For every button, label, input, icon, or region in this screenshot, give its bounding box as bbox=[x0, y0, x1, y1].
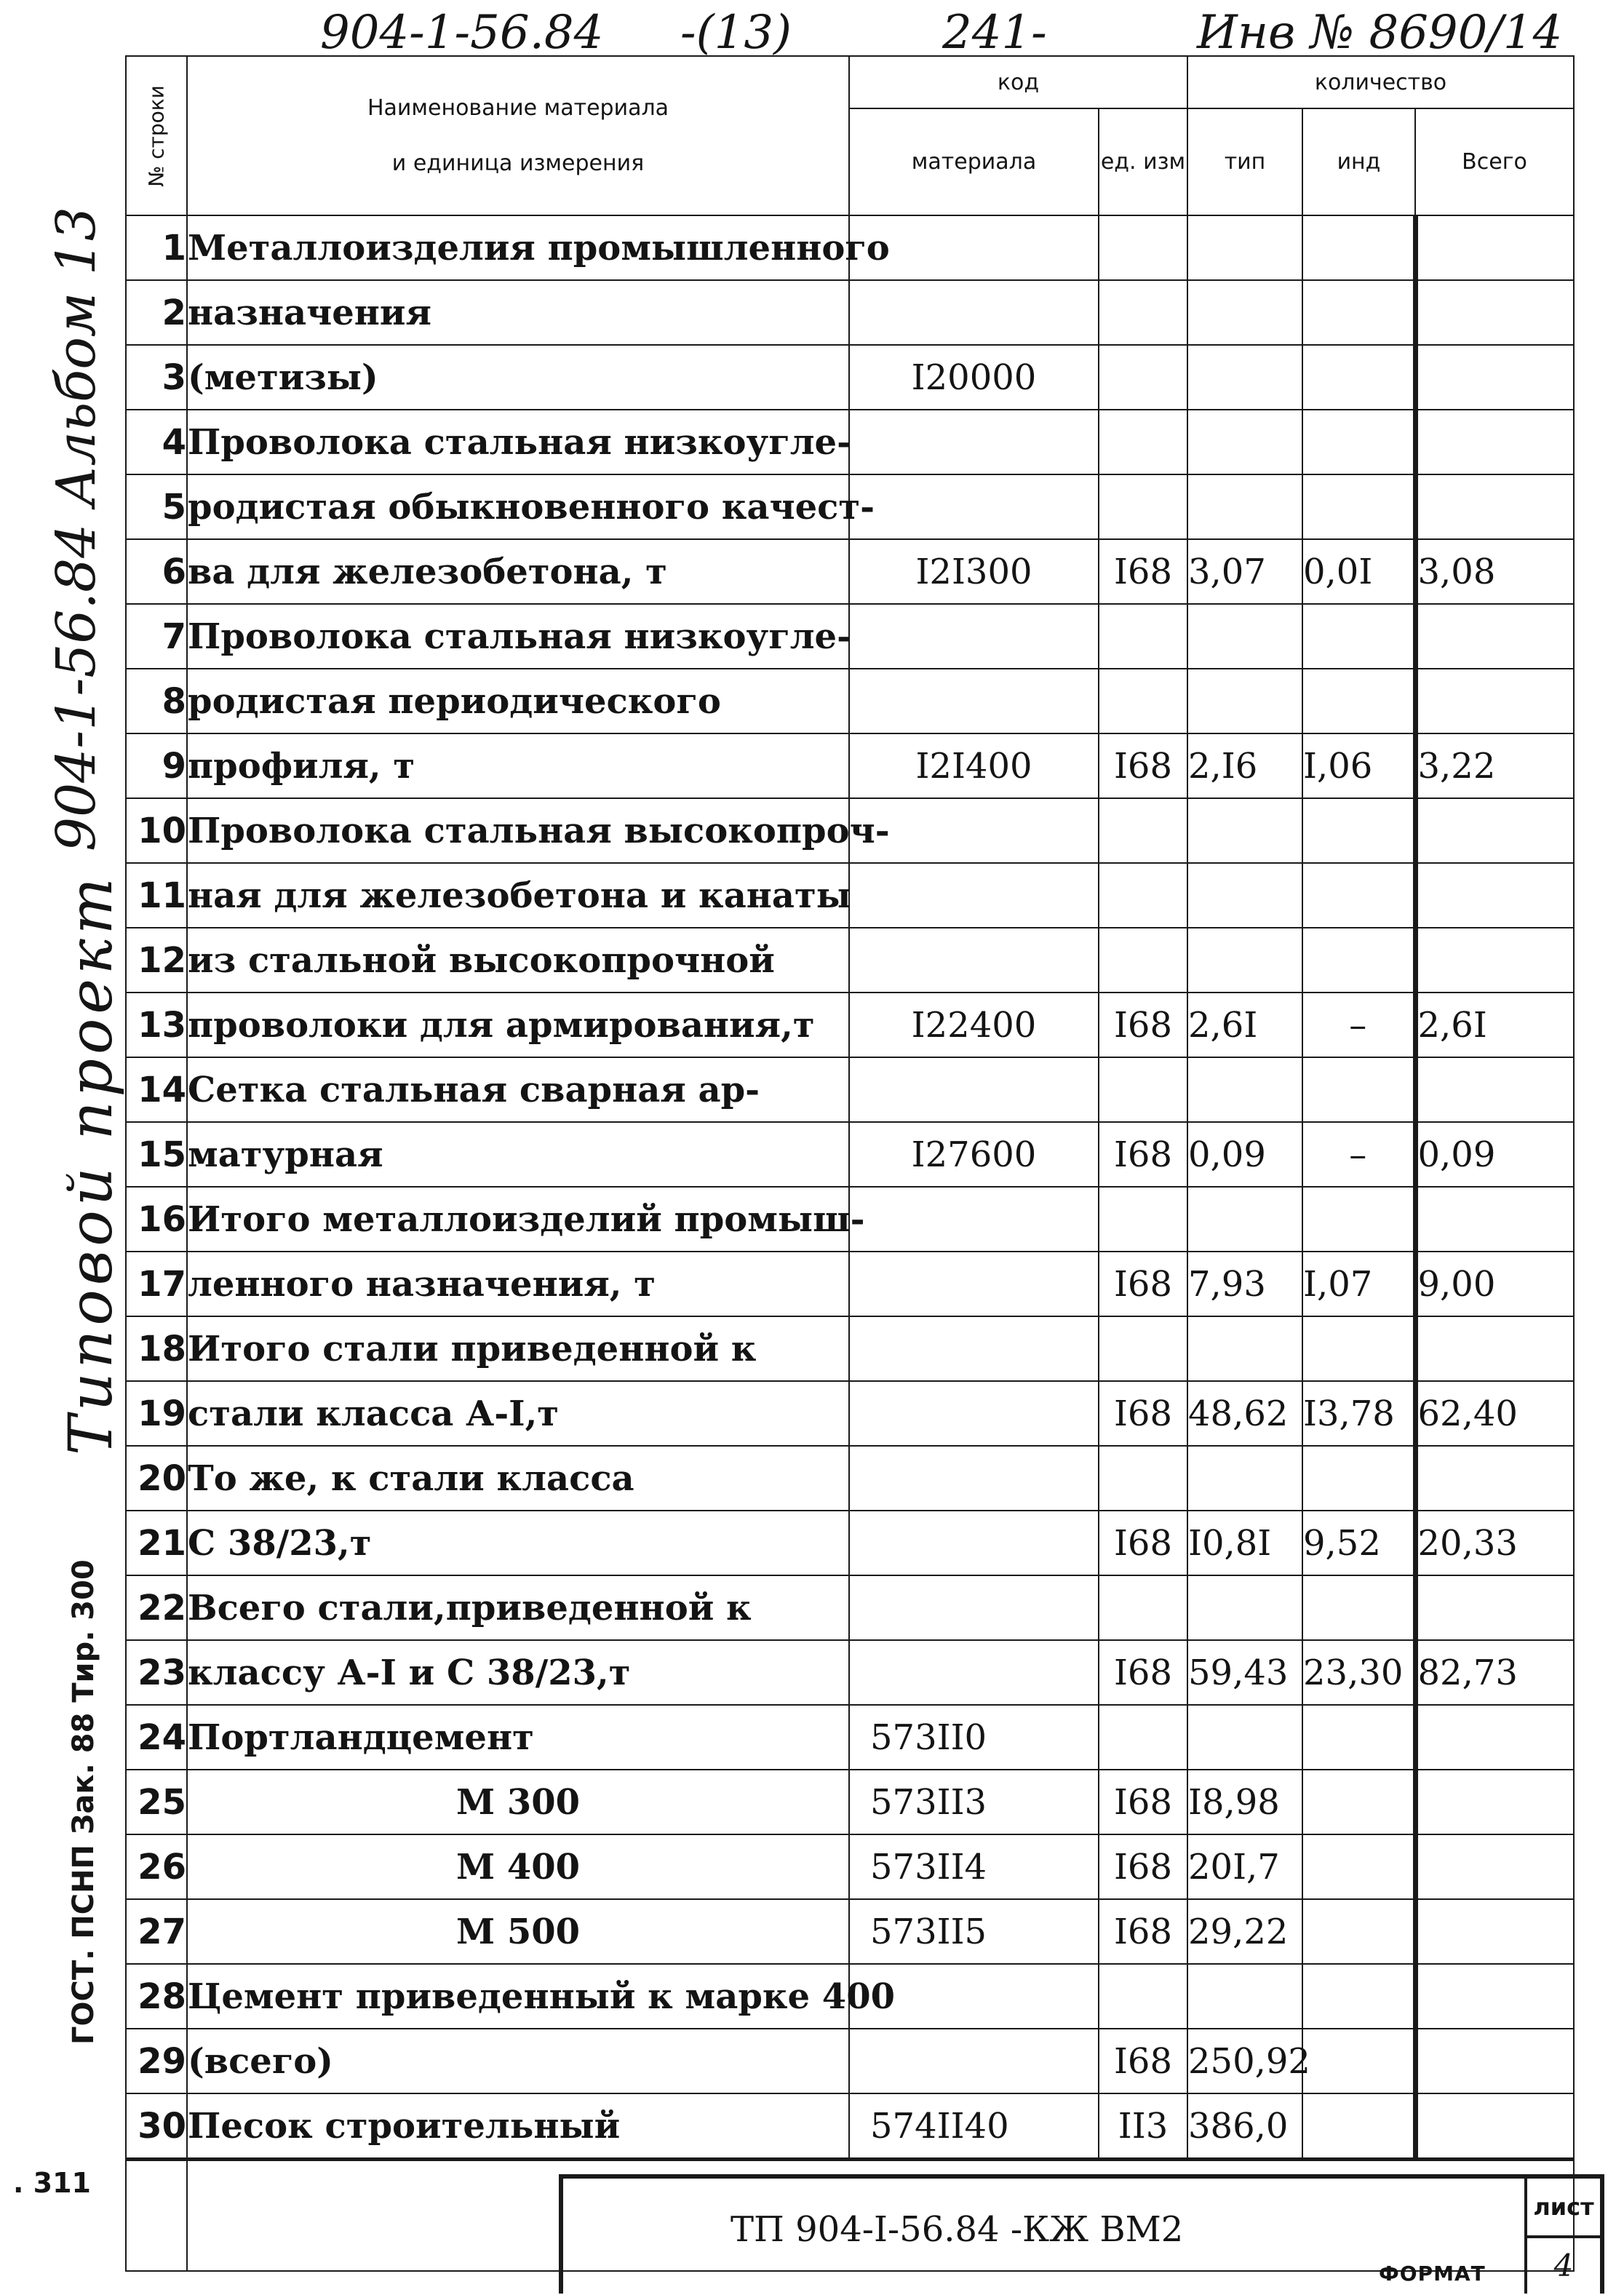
table-row bbox=[126, 1446, 1574, 1511]
header-code-group: код bbox=[849, 56, 1187, 108]
unit-code-cell: I68 bbox=[1099, 1511, 1187, 1575]
qty-total-cell bbox=[1415, 410, 1574, 474]
unit-code-cell bbox=[1099, 1057, 1187, 1122]
row-number-cell: 2 bbox=[126, 280, 187, 345]
row-number-cell: 6 bbox=[126, 539, 187, 604]
qty-total-cell bbox=[1415, 1834, 1574, 1899]
table-row bbox=[126, 1187, 1574, 1252]
unit-code-cell: I68 bbox=[1099, 1899, 1187, 1964]
table-row bbox=[126, 1316, 1574, 1381]
unit-code-cell: I68 bbox=[1099, 539, 1187, 604]
unit-code-cell: I68 bbox=[1099, 1770, 1187, 1834]
qty-ind-cell bbox=[1302, 1899, 1415, 1964]
material-code-cell: 573II4 bbox=[849, 1834, 1099, 1899]
qty-ind-cell bbox=[1302, 1705, 1415, 1770]
header-quantity-group: количество bbox=[1187, 56, 1574, 108]
format-label: ФОРМАТ bbox=[1379, 2262, 1486, 2286]
material-code-cell: 573II0 bbox=[849, 1705, 1099, 1770]
row-number-cell: 30 bbox=[126, 2093, 187, 2160]
qty-total-cell bbox=[1415, 1899, 1574, 1964]
row-number-cell: 24 bbox=[126, 1705, 187, 1770]
material-name-cell: из стальной высокопрочной bbox=[187, 928, 849, 993]
material-name-cell: стали класса А-I,т bbox=[187, 1381, 849, 1446]
qty-ind-cell bbox=[1302, 2093, 1415, 2160]
material-name-cell: Итого стали приведенной к bbox=[187, 1316, 849, 1381]
material-name-cell: ленного назначения, т bbox=[187, 1252, 849, 1316]
qty-type-cell bbox=[1187, 1316, 1302, 1381]
qty-ind-cell bbox=[1302, 2029, 1415, 2093]
row-number-cell: 1 bbox=[126, 215, 187, 280]
table-row bbox=[126, 280, 1574, 345]
unit-code-cell bbox=[1099, 863, 1187, 928]
material-code-cell bbox=[849, 2029, 1099, 2093]
material-name-cell: Проволока стальная низкоугле- bbox=[187, 604, 849, 669]
qty-ind-cell: – bbox=[1302, 993, 1415, 1057]
unit-code-cell bbox=[1099, 280, 1187, 345]
material-code-cell bbox=[849, 1252, 1099, 1316]
qty-type-cell: I8,98 bbox=[1187, 1770, 1302, 1834]
qty-type-cell: I0,8I bbox=[1187, 1511, 1302, 1575]
row-number-cell: 4 bbox=[126, 410, 187, 474]
material-code-cell bbox=[849, 669, 1099, 733]
material-name-cell: Проволока стальная высокопроч- bbox=[187, 798, 849, 863]
row-number-cell: 12 bbox=[126, 928, 187, 993]
qty-ind-cell bbox=[1302, 1446, 1415, 1511]
material-name-cell: (метизы) bbox=[187, 345, 849, 410]
material-name-cell: Цемент приведенный к марке 400 bbox=[187, 1964, 849, 2029]
unit-code-cell: I68 bbox=[1099, 1252, 1187, 1316]
qty-type-cell: 29,22 bbox=[1187, 1899, 1302, 1964]
row-number-cell: 25 bbox=[126, 1770, 187, 1834]
header-qty-type: тип bbox=[1187, 108, 1302, 215]
qty-type-cell: 59,43 bbox=[1187, 1640, 1302, 1705]
handwritten-album-number: -(13) bbox=[680, 6, 792, 60]
table-row bbox=[126, 410, 1574, 474]
margin-number: . 311 bbox=[13, 2167, 91, 2199]
row-number-cell: 18 bbox=[126, 1316, 187, 1381]
table-row bbox=[126, 1640, 1574, 1705]
qty-type-cell bbox=[1187, 215, 1302, 280]
qty-total-cell bbox=[1415, 2029, 1574, 2093]
qty-total-cell bbox=[1415, 1964, 1574, 2029]
unit-code-cell: I68 bbox=[1099, 733, 1187, 798]
unit-code-cell bbox=[1099, 345, 1187, 410]
qty-ind-cell bbox=[1302, 410, 1415, 474]
unit-code-cell: I68 bbox=[1099, 1834, 1187, 1899]
row-number-cell: 9 bbox=[126, 733, 187, 798]
table-row bbox=[126, 345, 1574, 410]
material-code-cell bbox=[849, 474, 1099, 539]
table-row bbox=[126, 1381, 1574, 1446]
material-code-cell bbox=[849, 1575, 1099, 1640]
material-code-cell bbox=[849, 1316, 1099, 1381]
row-number-cell: 27 bbox=[126, 1899, 187, 1964]
material-name-cell: (всего) bbox=[187, 2029, 849, 2093]
material-name-cell: родистая обыкновенного качест- bbox=[187, 474, 849, 539]
material-name-cell: М 400 bbox=[187, 1834, 849, 1899]
qty-type-cell: 20I,7 bbox=[1187, 1834, 1302, 1899]
material-name-cell: Металлоизделия промышленного bbox=[187, 215, 849, 280]
material-code-cell: I22400 bbox=[849, 993, 1099, 1057]
qty-type-cell bbox=[1187, 1446, 1302, 1511]
qty-total-cell: 2,6I bbox=[1415, 993, 1574, 1057]
unit-code-cell bbox=[1099, 669, 1187, 733]
row-number-cell: 29 bbox=[126, 2029, 187, 2093]
qty-type-cell bbox=[1187, 1964, 1302, 2029]
table-body bbox=[126, 215, 1574, 2160]
qty-total-cell bbox=[1415, 669, 1574, 733]
table-row bbox=[126, 1057, 1574, 1122]
material-name-cell: ва для железобетона, т bbox=[187, 539, 849, 604]
row-number-cell: 19 bbox=[126, 1381, 187, 1446]
row-number-cell: 5 bbox=[126, 474, 187, 539]
margin-print-stamp: ГОСТ. ПСНП Зак. 88 Тир. 300 bbox=[67, 1559, 100, 2045]
material-code-cell bbox=[849, 863, 1099, 928]
table-row bbox=[126, 2029, 1574, 2093]
qty-total-cell bbox=[1415, 863, 1574, 928]
row-number-cell: 23 bbox=[126, 1640, 187, 1705]
qty-total-cell bbox=[1415, 1575, 1574, 1640]
material-code-cell bbox=[849, 1381, 1099, 1446]
unit-code-cell bbox=[1099, 474, 1187, 539]
unit-code-cell: I68 bbox=[1099, 993, 1187, 1057]
qty-ind-cell bbox=[1302, 1187, 1415, 1252]
unit-code-cell bbox=[1099, 1316, 1187, 1381]
material-name-cell: М 300 bbox=[187, 1770, 849, 1834]
material-code-cell bbox=[849, 410, 1099, 474]
row-number-cell: 17 bbox=[126, 1252, 187, 1316]
qty-ind-cell bbox=[1302, 863, 1415, 928]
table-row bbox=[126, 1964, 1574, 2029]
qty-ind-cell: I,06 bbox=[1302, 733, 1415, 798]
qty-type-cell: 2,6I bbox=[1187, 993, 1302, 1057]
qty-total-cell bbox=[1415, 280, 1574, 345]
unit-code-cell: I68 bbox=[1099, 1640, 1187, 1705]
qty-ind-cell bbox=[1302, 669, 1415, 733]
qty-ind-cell bbox=[1302, 1964, 1415, 2029]
qty-total-cell: 62,40 bbox=[1415, 1381, 1574, 1446]
qty-total-cell bbox=[1415, 798, 1574, 863]
material-code-cell bbox=[849, 1187, 1099, 1252]
qty-type-cell bbox=[1187, 798, 1302, 863]
table-row bbox=[126, 215, 1574, 280]
table-row bbox=[126, 2093, 1574, 2160]
qty-total-cell bbox=[1415, 215, 1574, 280]
unit-code-cell: I68 bbox=[1099, 2029, 1187, 2093]
unit-code-cell bbox=[1099, 1964, 1187, 2029]
qty-ind-cell: – bbox=[1302, 1122, 1415, 1187]
qty-total-cell bbox=[1415, 1187, 1574, 1252]
table-row bbox=[126, 733, 1574, 798]
material-name-cell: Проволока стальная низкоугле- bbox=[187, 410, 849, 474]
qty-total-cell bbox=[1415, 1705, 1574, 1770]
qty-type-cell: 7,93 bbox=[1187, 1252, 1302, 1316]
qty-ind-cell: 23,30 bbox=[1302, 1640, 1415, 1705]
qty-type-cell bbox=[1187, 280, 1302, 345]
material-name-cell: родистая периодического bbox=[187, 669, 849, 733]
qty-ind-cell bbox=[1302, 345, 1415, 410]
material-code-cell bbox=[849, 928, 1099, 993]
header-code-unit: ед. изм bbox=[1099, 108, 1187, 215]
row-number-cell: 3 bbox=[126, 345, 187, 410]
material-name-cell: С 38/23,т bbox=[187, 1511, 849, 1575]
qty-type-cell: 250,92 bbox=[1187, 2029, 1302, 2093]
material-code-cell: I2I400 bbox=[849, 733, 1099, 798]
qty-ind-cell bbox=[1302, 1770, 1415, 1834]
sheet-number: 4 bbox=[1524, 2238, 1600, 2294]
unit-code-cell: I68 bbox=[1099, 1122, 1187, 1187]
unit-code-cell bbox=[1099, 1575, 1187, 1640]
header-qty-ind: инд bbox=[1302, 108, 1415, 215]
material-name-cell: матурная bbox=[187, 1122, 849, 1187]
material-name-cell: Песок строительный bbox=[187, 2093, 849, 2160]
qty-total-cell bbox=[1415, 1770, 1574, 1834]
qty-type-cell bbox=[1187, 928, 1302, 993]
table-row bbox=[126, 1575, 1574, 1640]
material-name-cell: классу А-I и С 38/23,т bbox=[187, 1640, 849, 1705]
qty-total-cell: 3,08 bbox=[1415, 539, 1574, 604]
qty-type-cell: 0,09 bbox=[1187, 1122, 1302, 1187]
header-qty-total: Всего bbox=[1415, 108, 1574, 215]
margin-album-label: 904-1-56.84 Альбом 13 bbox=[45, 207, 108, 851]
material-name-cell: профиля, т bbox=[187, 733, 849, 798]
material-name-cell: Сетка стальная сварная ар- bbox=[187, 1057, 849, 1122]
row-number-cell: 8 bbox=[126, 669, 187, 733]
unit-code-cell bbox=[1099, 215, 1187, 280]
material-code-cell: 573II5 bbox=[849, 1899, 1099, 1964]
qty-total-cell: 0,09 bbox=[1415, 1122, 1574, 1187]
qty-ind-cell bbox=[1302, 1834, 1415, 1899]
document-code: ТП 904-I-56.84 -КЖ ВМ2 bbox=[731, 2209, 1184, 2250]
footer-row-cell bbox=[126, 2160, 187, 2272]
material-name-cell: проволоки для армирования,т bbox=[187, 993, 849, 1057]
material-name-cell: Итого металлоизделий промыш- bbox=[187, 1187, 849, 1252]
material-code-cell bbox=[849, 280, 1099, 345]
row-number-cell: 15 bbox=[126, 1122, 187, 1187]
qty-type-cell bbox=[1187, 1057, 1302, 1122]
table-row bbox=[126, 1770, 1574, 1834]
row-number-cell: 22 bbox=[126, 1575, 187, 1640]
header-code-material: материала bbox=[849, 108, 1099, 215]
material-code-cell: I2I300 bbox=[849, 539, 1099, 604]
qty-type-cell bbox=[1187, 1187, 1302, 1252]
qty-total-cell bbox=[1415, 928, 1574, 993]
table-row bbox=[126, 1899, 1574, 1964]
material-code-cell bbox=[849, 1511, 1099, 1575]
qty-ind-cell bbox=[1302, 1057, 1415, 1122]
material-name-cell: Портландцемент bbox=[187, 1705, 849, 1770]
row-number-cell: 7 bbox=[126, 604, 187, 669]
unit-code-cell bbox=[1099, 410, 1187, 474]
row-number-cell: 10 bbox=[126, 798, 187, 863]
unit-code-cell bbox=[1099, 798, 1187, 863]
qty-total-cell bbox=[1415, 2093, 1574, 2160]
qty-ind-cell bbox=[1302, 928, 1415, 993]
qty-type-cell bbox=[1187, 669, 1302, 733]
row-number-cell: 16 bbox=[126, 1187, 187, 1252]
material-code-cell: 574II40 bbox=[849, 2093, 1099, 2160]
qty-type-cell bbox=[1187, 1575, 1302, 1640]
qty-type-cell: 3,07 bbox=[1187, 539, 1302, 604]
material-name-cell: назначения bbox=[187, 280, 849, 345]
qty-type-cell: 2,I6 bbox=[1187, 733, 1302, 798]
table-row bbox=[126, 928, 1574, 993]
material-code-cell: 573II3 bbox=[849, 1770, 1099, 1834]
row-number-cell: 13 bbox=[126, 993, 187, 1057]
table-row bbox=[126, 669, 1574, 733]
qty-total-cell: 3,22 bbox=[1415, 733, 1574, 798]
handwritten-page-number: 241- bbox=[942, 6, 1047, 60]
qty-type-cell bbox=[1187, 410, 1302, 474]
table-row bbox=[126, 798, 1574, 863]
table-row bbox=[126, 474, 1574, 539]
qty-ind-cell: 9,52 bbox=[1302, 1511, 1415, 1575]
qty-type-cell bbox=[1187, 474, 1302, 539]
qty-ind-cell bbox=[1302, 1316, 1415, 1381]
qty-total-cell: 9,00 bbox=[1415, 1252, 1574, 1316]
table-row bbox=[126, 1511, 1574, 1575]
table-row bbox=[126, 539, 1574, 604]
qty-type-cell bbox=[1187, 863, 1302, 928]
table-row bbox=[126, 1252, 1574, 1316]
qty-ind-cell bbox=[1302, 474, 1415, 539]
row-number-cell: 20 bbox=[126, 1446, 187, 1511]
qty-total-cell: 82,73 bbox=[1415, 1640, 1574, 1705]
material-code-cell: I20000 bbox=[849, 345, 1099, 410]
table-row bbox=[126, 993, 1574, 1057]
qty-ind-cell bbox=[1302, 798, 1415, 863]
qty-type-cell: 48,62 bbox=[1187, 1381, 1302, 1446]
qty-total-cell bbox=[1415, 1446, 1574, 1511]
qty-type-cell bbox=[1187, 1705, 1302, 1770]
material-code-cell bbox=[849, 1446, 1099, 1511]
table-row bbox=[126, 1122, 1574, 1187]
handwritten-series-number: 904-1-56.84 bbox=[320, 6, 604, 60]
unit-code-cell: I68 bbox=[1099, 1381, 1187, 1446]
unit-code-cell bbox=[1099, 604, 1187, 669]
qty-ind-cell bbox=[1302, 1575, 1415, 1640]
unit-code-cell bbox=[1099, 928, 1187, 993]
material-code-cell bbox=[849, 1057, 1099, 1122]
table-row bbox=[126, 1705, 1574, 1770]
material-name-cell: То же, к стали класса bbox=[187, 1446, 849, 1511]
qty-type-cell: 386,0 bbox=[1187, 2093, 1302, 2160]
material-name-cell: М 500 bbox=[187, 1899, 849, 1964]
qty-total-cell: 20,33 bbox=[1415, 1511, 1574, 1575]
header-material-name: Наименование материала и единица измерения bbox=[187, 56, 849, 215]
unit-code-cell bbox=[1099, 1187, 1187, 1252]
sheet-label: лист bbox=[1524, 2179, 1600, 2238]
unit-code-cell: II3 bbox=[1099, 2093, 1187, 2160]
qty-ind-cell: 0,0I bbox=[1302, 539, 1415, 604]
table-row bbox=[126, 863, 1574, 928]
table-row bbox=[126, 1834, 1574, 1899]
material-code-cell: I27600 bbox=[849, 1122, 1099, 1187]
row-number-cell: 11 bbox=[126, 863, 187, 928]
qty-total-cell bbox=[1415, 1316, 1574, 1381]
material-name-cell: ная для железобетона и канаты bbox=[187, 863, 849, 928]
qty-total-cell bbox=[1415, 474, 1574, 539]
qty-ind-cell bbox=[1302, 604, 1415, 669]
qty-ind-cell bbox=[1302, 215, 1415, 280]
handwritten-inventory-number: Инв № 8690/14 bbox=[1197, 6, 1563, 60]
qty-ind-cell: I3,78 bbox=[1302, 1381, 1415, 1446]
row-number-cell: 14 bbox=[126, 1057, 187, 1122]
qty-total-cell bbox=[1415, 345, 1574, 410]
material-name-cell: Всего стали,приведенной к bbox=[187, 1575, 849, 1640]
table-row bbox=[126, 604, 1574, 669]
qty-ind-cell: I,07 bbox=[1302, 1252, 1415, 1316]
unit-code-cell bbox=[1099, 1446, 1187, 1511]
margin-project-label: Типовой проект bbox=[57, 873, 126, 1455]
material-code-cell bbox=[849, 1640, 1099, 1705]
qty-type-cell bbox=[1187, 604, 1302, 669]
qty-total-cell bbox=[1415, 604, 1574, 669]
qty-type-cell bbox=[1187, 345, 1302, 410]
header-row-number: № строки bbox=[126, 56, 187, 215]
unit-code-cell bbox=[1099, 1705, 1187, 1770]
row-number-cell: 21 bbox=[126, 1511, 187, 1575]
row-number-cell: 28 bbox=[126, 1964, 187, 2029]
qty-total-cell bbox=[1415, 1057, 1574, 1122]
qty-ind-cell bbox=[1302, 280, 1415, 345]
row-number-cell: 26 bbox=[126, 1834, 187, 1899]
material-code-cell bbox=[849, 604, 1099, 669]
